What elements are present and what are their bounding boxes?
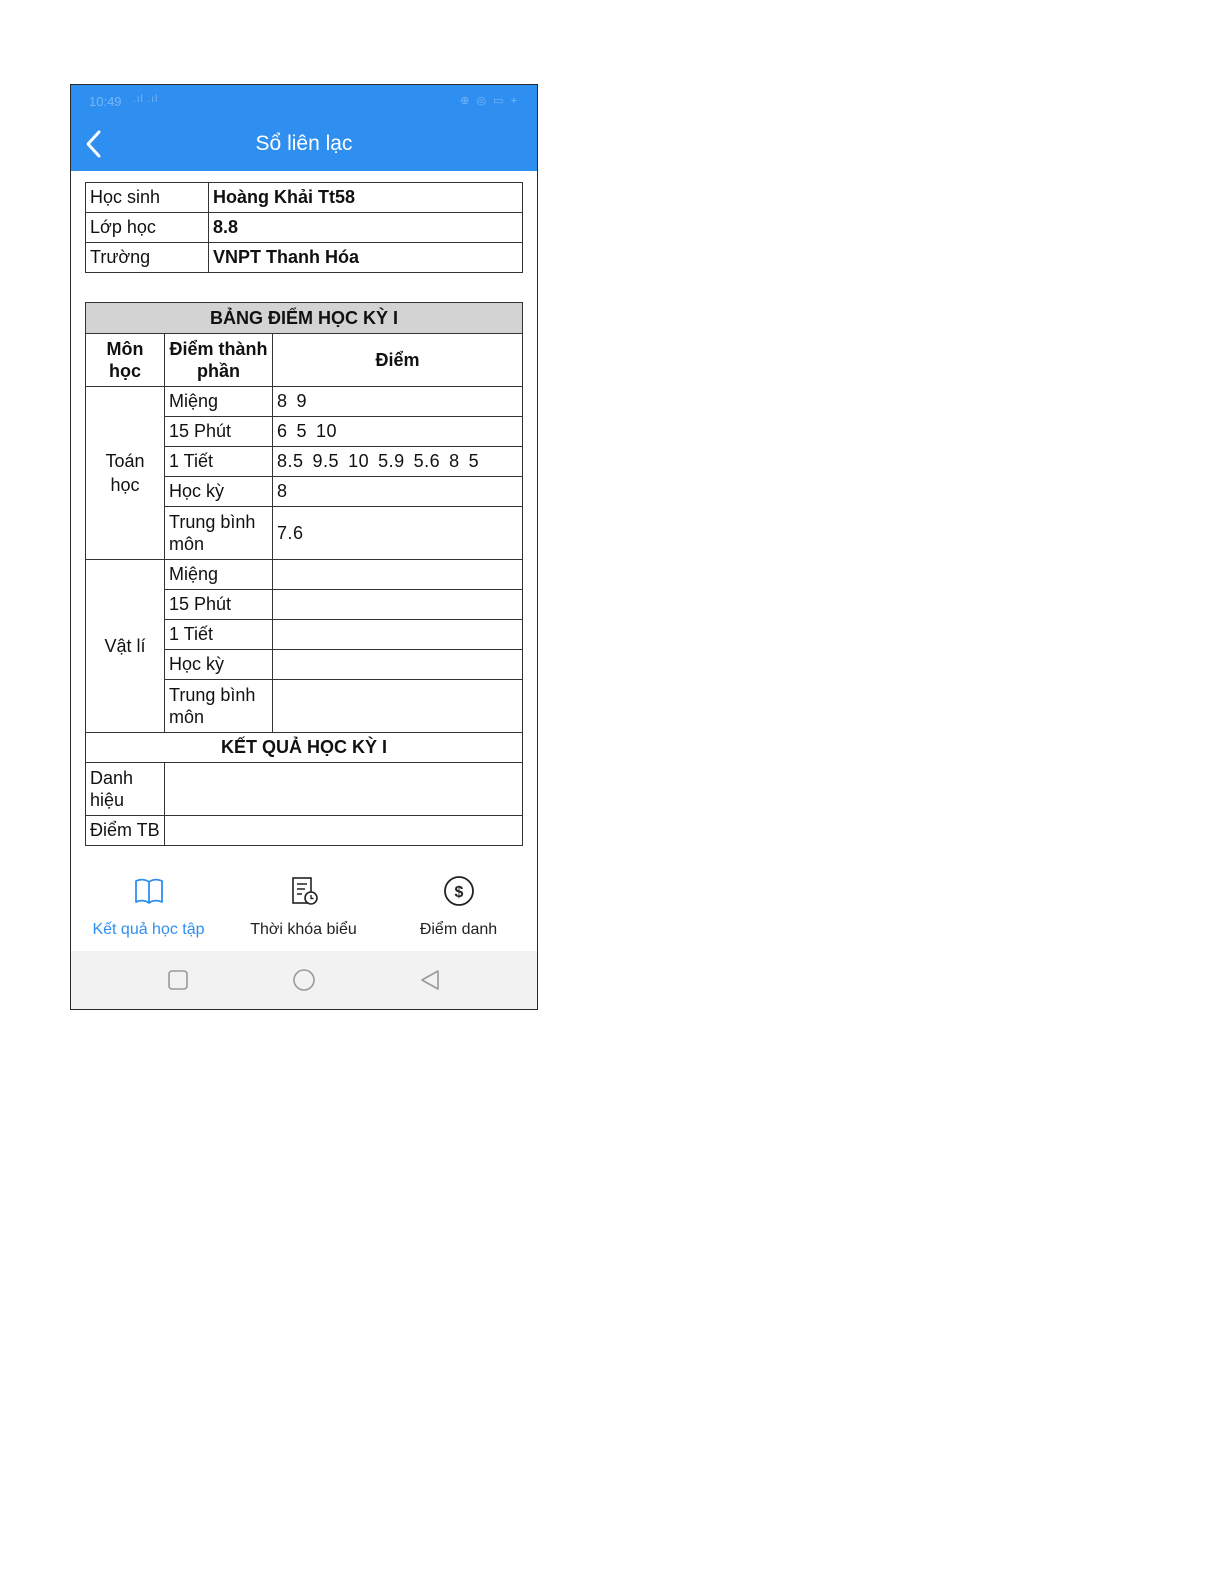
result-title: KẾT QUẢ HỌC KỲ I xyxy=(86,733,523,763)
student-info-table xyxy=(85,182,523,273)
report-content[interactable] xyxy=(71,171,537,863)
nav-attendance[interactable] xyxy=(381,863,536,951)
nav-label: Điểm danh xyxy=(419,921,498,938)
component-label: Trung bình môn xyxy=(165,507,273,560)
info-value: VNPT Thanh Hóa xyxy=(209,243,523,273)
subject-name: Vật lí xyxy=(86,560,165,733)
score-value: 10 xyxy=(316,421,338,441)
score-cell xyxy=(273,680,523,733)
table-row xyxy=(86,733,523,763)
table-row xyxy=(86,816,523,846)
score-value: 5.6 xyxy=(413,451,441,471)
score-cell xyxy=(273,590,523,620)
book-icon xyxy=(131,873,167,909)
score-cell xyxy=(273,507,523,560)
score-value: 5.9 xyxy=(378,451,405,471)
info-label: Học sinh xyxy=(86,183,209,213)
table-row xyxy=(86,303,523,334)
table-row xyxy=(86,183,523,213)
score-value: 8 xyxy=(449,451,460,471)
system-navigation-bar xyxy=(71,951,537,1009)
component-label: 1 Tiết xyxy=(165,447,273,477)
component-label: Học kỳ xyxy=(165,477,273,507)
info-value: Hoàng Khải Tt58 xyxy=(209,183,523,213)
result-label: Điểm TB xyxy=(86,816,165,846)
bottom-navigation xyxy=(71,863,537,951)
column-header-subject: Môn học xyxy=(86,334,165,387)
dollar-circle-icon xyxy=(441,873,477,909)
app-bar xyxy=(71,117,537,171)
score-cell xyxy=(273,417,523,447)
nav-label: Thời khóa biểu xyxy=(250,921,357,938)
status-time: 10:49 xyxy=(89,94,122,109)
nav-results[interactable] xyxy=(71,863,226,951)
status-icons: ⊕ ◎ ▭ + xyxy=(460,95,519,107)
score-value: 5 xyxy=(468,451,480,471)
component-label: Học kỳ xyxy=(165,650,273,680)
page-title: Sổ liên lạc xyxy=(255,132,353,155)
component-label: 1 Tiết xyxy=(165,620,273,650)
score-cell xyxy=(273,560,523,590)
score-cell xyxy=(273,620,523,650)
table-row xyxy=(86,387,523,417)
component-label: Trung bình môn xyxy=(165,680,273,733)
info-label: Lớp học xyxy=(86,213,209,243)
result-label: Danh hiệu xyxy=(86,763,165,816)
status-bar xyxy=(71,85,537,117)
score-value: 10 xyxy=(348,451,370,471)
score-value: 8 xyxy=(277,481,288,501)
signal-icon: .ıl .ıl xyxy=(133,94,159,105)
score-value: 6 xyxy=(277,421,288,441)
info-label: Trường xyxy=(86,243,209,273)
component-label: Miệng xyxy=(165,560,273,590)
column-header-score: Điểm xyxy=(273,334,523,387)
table-row xyxy=(86,763,523,816)
score-cell xyxy=(273,387,523,417)
component-label: Miệng xyxy=(165,387,273,417)
component-label: 15 Phút xyxy=(165,590,273,620)
home-icon[interactable] xyxy=(292,968,316,992)
table-row xyxy=(86,213,523,243)
score-cell xyxy=(273,477,523,507)
score-cell xyxy=(273,650,523,680)
recent-apps-icon[interactable] xyxy=(166,968,190,992)
column-header-component: Điểm thành phần xyxy=(165,334,273,387)
grade-table-title: BẢNG ĐIỂM HỌC KỲ I xyxy=(86,303,523,334)
subject-name: Toán học xyxy=(86,387,165,560)
component-label: 15 Phút xyxy=(165,417,273,447)
back-triangle-icon[interactable] xyxy=(418,968,442,992)
table-row xyxy=(86,334,523,387)
info-value: 8.8 xyxy=(209,213,523,243)
score-cell xyxy=(273,447,523,477)
phone-screen xyxy=(70,84,538,1010)
grade-table xyxy=(85,302,523,846)
score-value: 9 xyxy=(296,391,308,411)
score-value: 5 xyxy=(296,421,308,441)
score-value: 8.5 xyxy=(277,451,304,471)
result-value xyxy=(165,816,523,846)
svg-text:$: $ xyxy=(454,884,463,901)
table-row xyxy=(86,560,523,590)
table-row xyxy=(86,243,523,273)
schedule-icon xyxy=(286,873,322,909)
score-value: 7.6 xyxy=(277,522,304,543)
nav-label: Kết quả học tập xyxy=(92,921,205,938)
nav-timetable[interactable] xyxy=(226,863,381,951)
score-value: 9.5 xyxy=(312,451,340,471)
score-value: 8 xyxy=(277,391,288,411)
result-value xyxy=(165,763,523,816)
